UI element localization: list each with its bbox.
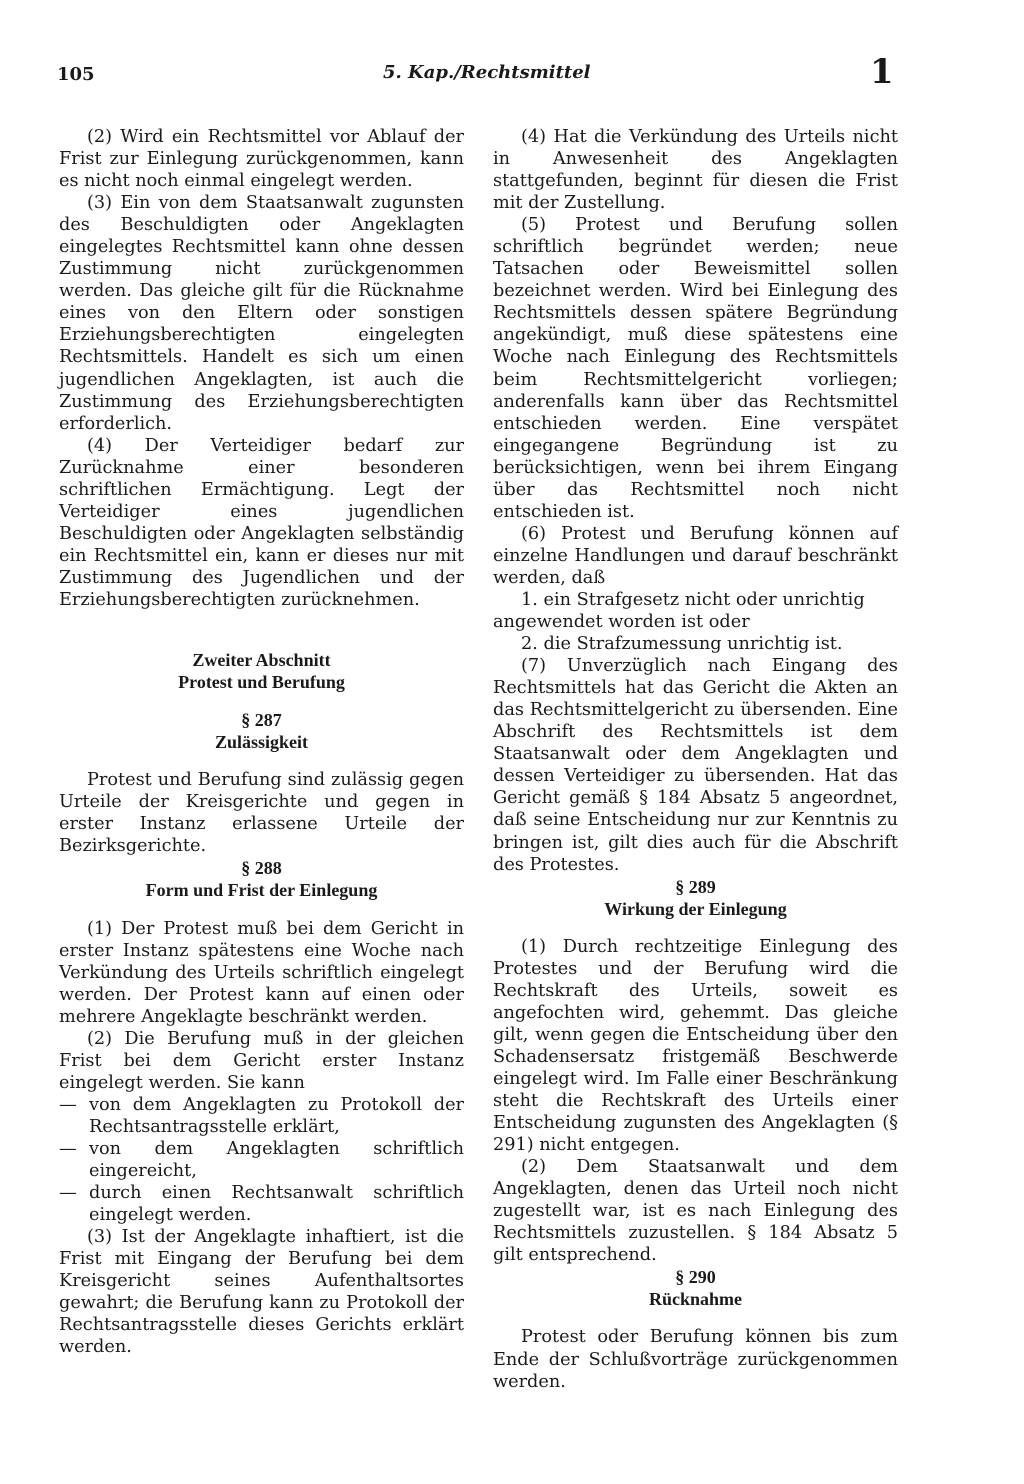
paragraph-number: § 289 [675, 876, 716, 897]
page-header [0, 52, 1024, 94]
page-number: 105 [57, 64, 95, 85]
numbered-item: 1. ein Strafgesetz nicht oder unrichtig angewendet worden ist oder [493, 589, 865, 633]
paragraph: (2) Wird ein Rechtsmittel vor Ablauf der Frist zur Einlegung zurückgenommen, kann es nicht noch einmal eingelegt werden. [59, 127, 464, 192]
paragraph-title: Zulässigkeit [214, 732, 309, 753]
list-item [59, 1138, 464, 1182]
paragraph-number: § 290 [675, 1267, 716, 1288]
running-head: 5. Kap./Rechtsmittel [383, 62, 591, 83]
list-item [59, 1182, 464, 1226]
paragraph: (3) Ein von dem Staatsanwalt zugunsten des Beschuldigten oder Angeklagten eingelegtes Rechtsmittel kann ohne dessen Zustimmung nicht zurückgenommen werden. Das gleiche gilt für die Rücknahme eines von den Eltern oder sonstigen Erziehungsberechtigten eingelegten Rechtsmittels. Handelt es sich um einen jugendlichen Angeklagten, ist auch die Zustimmung des Erziehungsberechtigten erforderlich. [59, 193, 464, 434]
left-column [59, 126, 464, 1358]
paragraph-title: Rücknahme [648, 1289, 742, 1310]
paragraph-number: § 287 [241, 710, 282, 731]
paragraph: (2) Die Berufung muß in der gleichen Frist bei dem Gericht erster Instanz eingelegt werden. Sie kann [59, 1028, 464, 1093]
spacer [59, 611, 464, 649]
spacer [493, 920, 898, 936]
dash-marker: — [59, 1094, 77, 1115]
section-subheading: Protest und Berufung [178, 672, 345, 693]
section-heading: Zweiter Abschnitt [192, 650, 331, 671]
list-item-text: durch einen Rechtsanwalt schriftlich eingelegt werden. [89, 1183, 464, 1226]
paragraph: (4) Hat die Verkündung des Urteils nicht in Anwesenheit des Angeklagten stattgefunden, beginnt für diesen die Frist mit der Zustellung. [493, 127, 898, 214]
spacer [59, 753, 464, 769]
spacer [59, 693, 464, 709]
paragraph: (1) Der Protest muß bei dem Gericht in erster Instanz spätestens eine Woche nach Verkündung des Urteils schriftlich eingelegt werden. Der Protest kann auf einen oder mehrere Angeklagte beschränkt werden. [59, 918, 464, 1027]
numbered-item: 2. die Strafzumessung unrichtig ist. [521, 634, 843, 655]
spacer [59, 902, 464, 918]
paragraph: (1) Durch rechtzeitige Einlegung des Protestes und der Berufung wird die Rechtskraft des Urteils, soweit es angefochten wird, gehemmt. Das gleiche gilt, wenn gegen die Entscheidung über den Schadensersatz fristgemäß Beschwerde eingelegt wird. Im Falle einer Beschränkung steht die Rechtskraft des Urteils einer Entscheidung zugunsten des Angeklagten (§ 291) nicht entgegen. [493, 936, 898, 1156]
dash-marker: — [59, 1138, 77, 1159]
paragraph: Protest oder Berufung können bis zum Ende der Schlußvorträge zurückgenommen werden. [493, 1327, 898, 1392]
right-column [493, 126, 898, 1393]
list-item-text: von dem Angeklagten schriftlich eingereicht, [89, 1138, 464, 1182]
paragraph: (3) Ist der Angeklagte inhaftiert, ist die Frist mit Eingang der Berufung bei dem Kreisgericht seines Aufenthaltsortes gewahrt; die Berufung kann zu Protokoll der Rechtsantragsstelle dieses Gerichts erklärt werden. [59, 1227, 464, 1358]
paragraph: (4) Der Verteidiger bedarf zur Zurücknahme einer besonderen schriftlichen Ermächtigung. Legt der Verteidiger eines jugendlichen Beschuldigten oder Angeklagten selbständig ein Rechtsmittel ein, kann er dieses nur mit Zustimmung des Jugendlichen und der Erziehungsberechtigten zurücknehmen. [59, 435, 464, 610]
paragraph-title: Wirkung der Einlegung [604, 898, 787, 919]
paragraph-title: Form und Frist der Einlegung [145, 880, 378, 901]
paragraph: (6) Protest und Berufung können auf einzelne Handlungen und darauf beschränkt werden, daß [493, 523, 898, 588]
paragraph: Protest und Berufung sind zulässig gegen Urteile der Kreisgerichte und gegen in erster Instanz erlassene Urteile der Bezirksgerichte. [59, 770, 464, 857]
dash-marker: — [59, 1183, 77, 1204]
paragraph: (5) Protest und Berufung sollen schriftlich begründet werden; neue Tatsachen oder Beweismittel sollen bezeichnet werden. Wird bei Einlegung des Rechtsmittels dessen spätere Begründung angekündigt, muß diese spätestens eine Woche nach Einlegung des Rechtsmittels beim Rechtsmittelgericht vorliegen; anderenfalls kann über das Rechtsmittel entschieden werden. Eine verspätet eingegangene Begründung ist zu berücksichtigen, wenn bei ihrem Eingang über das Rechtsmittel noch nicht entschieden ist. [493, 215, 898, 522]
paragraph-number: § 288 [241, 858, 282, 879]
chapter-number: 1 [870, 52, 894, 92]
spacer [493, 1310, 898, 1326]
list-item [59, 1094, 464, 1138]
paragraph: (2) Dem Staatsanwalt und dem Angeklagten, denen das Urteil noch nicht zugestellt war, ist es nach Einlegung des Rechtsmittels zuzustellen. § 184 Absatz 5 gilt entsprechend. [493, 1157, 898, 1266]
paragraph: (7) Unverzüglich nach Eingang des Rechtsmittels hat das Gericht die Akten an das Rechtsmittelgericht zu übersenden. Eine Abschrift des Rechtsmittels ist dem Staatsanwalt oder dem Angeklagten und dessen Verteidiger zu übersenden. Hat das Gericht gemäß § 184 Absatz 5 angeordnet, daß seine Entscheidung nur zur Kenntnis zu bringen ist, gilt dies auch für die Abschrift des Protestes. [493, 656, 898, 875]
list-item-text: von dem Angeklagten zu Protokoll der Rechtsantragsstelle erklärt, [89, 1094, 464, 1137]
